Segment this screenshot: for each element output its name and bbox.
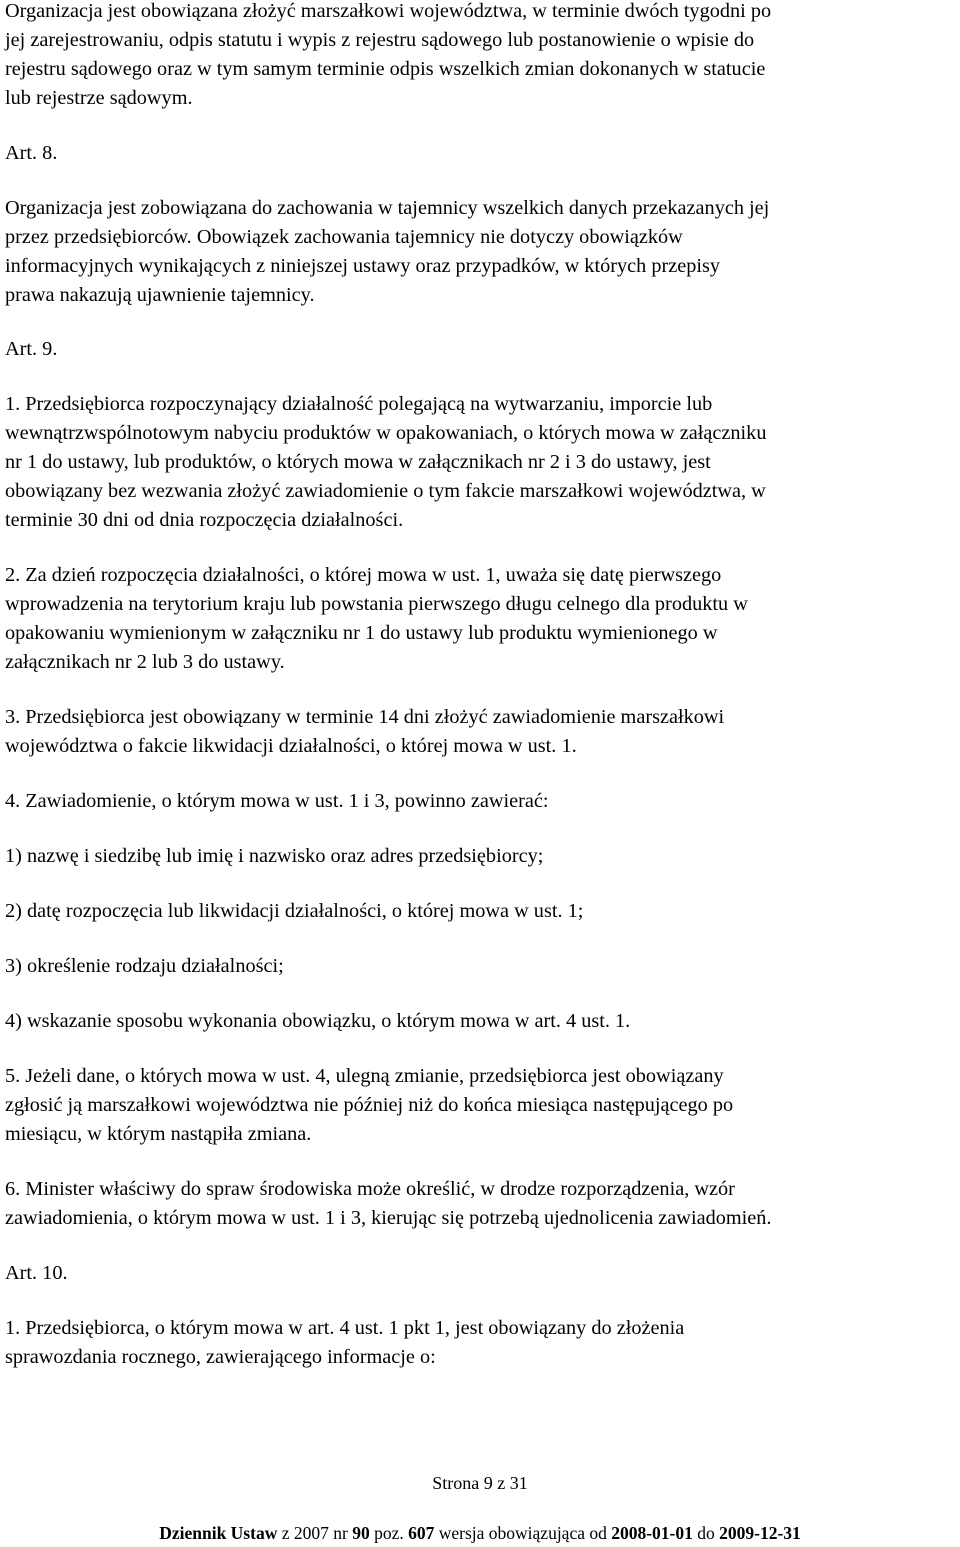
valid-from-date: 2008-01-01 bbox=[611, 1523, 693, 1543]
paragraph bbox=[5, 1175, 957, 1233]
paragraph bbox=[5, 561, 957, 677]
paragraph bbox=[5, 703, 957, 761]
text-line: wprowadzenia na terytorium kraju lub powstania pierwszego długu celnego dla produktu w bbox=[5, 593, 748, 615]
footer-text: do bbox=[692, 1523, 720, 1543]
text-line: Organizacja jest zobowiązana do zachowania w tajemnicy wszelkich danych przekazanych jej bbox=[5, 197, 770, 219]
journal-position: 607 bbox=[408, 1523, 435, 1543]
text-line: 1. Przedsiębiorca rozpoczynający działalność polegającą na wytwarzaniu, imporcie lub bbox=[5, 393, 713, 415]
journal-number: 90 bbox=[352, 1523, 370, 1543]
text-line: 3. Przedsiębiorca jest obowiązany w terminie 14 dni złożyć zawiadomienie marszałkowi bbox=[5, 706, 725, 728]
text-line: województwa o fakcie likwidacji działalności, o której mowa w ust. 1. bbox=[5, 735, 577, 757]
journal-name: Dziennik Ustaw bbox=[159, 1523, 278, 1543]
text-line: nr 1 do ustawy, lub produktów, o których mowa w załącznikach nr 2 i 3 do ustawy, jest bbox=[5, 451, 711, 473]
paragraph bbox=[5, 0, 957, 113]
article-heading: Art. 10. bbox=[5, 1262, 68, 1284]
list-item: 3) określenie rodzaju działalności; bbox=[5, 955, 284, 977]
text-line: zawiadomienia, o którym mowa w ust. 1 i 3, kierując się potrzebą ujednolicenia zawiadomień. bbox=[5, 1207, 772, 1229]
list-item: 2) datę rozpoczęcia lub likwidacji działalności, o której mowa w ust. 1; bbox=[5, 900, 584, 922]
text-line: 6. Minister właściwy do spraw środowiska może określić, w drodze rozporządzenia, wzór bbox=[5, 1178, 735, 1200]
list-item: 4) wskazanie sposobu wykonania obowiązku, o którym mowa w art. 4 ust. 1. bbox=[5, 1010, 631, 1032]
page-number: Strona 9 z 31 bbox=[432, 1473, 528, 1493]
article-heading: Art. 8. bbox=[5, 142, 58, 164]
article-heading: Art. 9. bbox=[5, 338, 58, 360]
list-item: 1) nazwę i siedzibę lub imię i nazwisko oraz adres przedsiębiorcy; bbox=[5, 845, 544, 867]
paragraph bbox=[5, 1062, 957, 1149]
journal-footer bbox=[0, 1522, 960, 1544]
paragraph bbox=[5, 194, 957, 310]
footer-text: wersja obowiązująca od bbox=[434, 1523, 612, 1543]
paragraph bbox=[5, 1314, 957, 1372]
text-line: przez przedsiębiorców. Obowiązek zachowania tajemnicy nie dotyczy obowiązków bbox=[5, 226, 683, 248]
text-line: Organizacja jest obowiązana złożyć marszałkowi województwa, w terminie dwóch tygodni po bbox=[5, 0, 772, 22]
text-line: wewnątrzwspólnotowym nabyciu produktów w opakowaniach, o których mowa w załączniku bbox=[5, 422, 767, 444]
text-line: rejestru sądowego oraz w tym samym terminie odpis wszelkich zmian dokonanych w statucie bbox=[5, 58, 766, 80]
text-line: prawa nakazują ujawnienie tajemnicy. bbox=[5, 284, 315, 306]
document-page bbox=[5, 0, 957, 1372]
text-line: zgłosić ją marszałkowi województwa nie później niż do końca miesiąca następującego po bbox=[5, 1094, 734, 1116]
footer-text: poz. bbox=[369, 1523, 409, 1543]
text-line: miesiącu, w którym nastąpiła zmiana. bbox=[5, 1123, 312, 1145]
paragraph: 4. Zawiadomienie, o którym mowa w ust. 1 i 3, powinno zawierać: bbox=[5, 790, 549, 812]
text-line: informacyjnych wynikających z niniejszej ustawy oraz przypadków, w których przepisy bbox=[5, 255, 721, 277]
text-line: 5. Jeżeli dane, o których mowa w ust. 4, ulegną zmianie, przedsiębiorca jest obowiązany bbox=[5, 1065, 724, 1087]
text-line: opakowaniu wymienionym w załączniku nr 1 do ustawy lub produktu wymienionego w bbox=[5, 622, 718, 644]
valid-to-date: 2009-12-31 bbox=[719, 1523, 801, 1543]
text-line: załącznikach nr 2 lub 3 do ustawy. bbox=[5, 651, 285, 673]
text-line: obowiązany bez wezwania złożyć zawiadomienie o tym fakcie marszałkowi województwa, w bbox=[5, 480, 766, 502]
text-line: lub rejestrze sądowym. bbox=[5, 87, 193, 109]
footer-text: z 2007 nr bbox=[277, 1523, 353, 1543]
paragraph bbox=[5, 390, 957, 535]
text-line: 2. Za dzień rozpoczęcia działalności, o której mowa w ust. 1, uważa się datę pierwszego bbox=[5, 564, 722, 586]
text-line: terminie 30 dni od dnia rozpoczęcia działalności. bbox=[5, 509, 404, 531]
text-line: jej zarejestrowaniu, odpis statutu i wypis z rejestru sądowego lub postanowienie o wpisie do bbox=[5, 29, 755, 51]
text-line: sprawozdania rocznego, zawierającego informacje o: bbox=[5, 1346, 436, 1368]
text-line: 1. Przedsiębiorca, o którym mowa w art. 4 ust. 1 pkt 1, jest obowiązany do złożenia bbox=[5, 1317, 685, 1339]
